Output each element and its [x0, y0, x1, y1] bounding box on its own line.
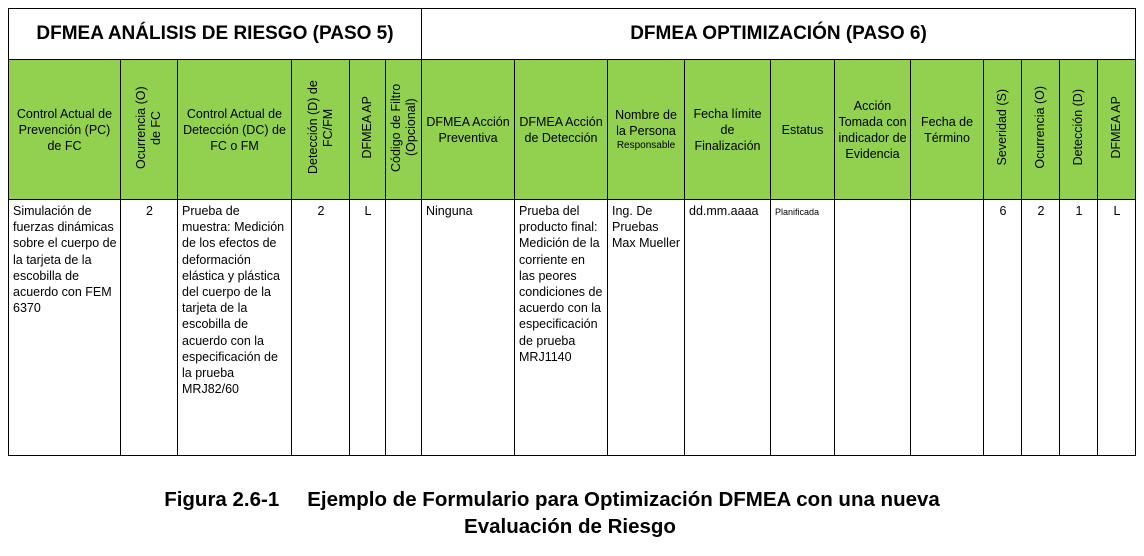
cell-detection-control: Prueba de muestra: Medición de los efectos de deformación elástica y plástica del cuerpo de la tarjeta de la escobilla de acuerdo con la especificación de la prueba MRJ82/60: [178, 200, 292, 456]
cell-action-taken: [835, 200, 911, 456]
header-detection-action: DFMEA Acción de Detección: [515, 60, 608, 200]
cell-status: Planificada: [771, 200, 835, 456]
header-occurrence-fc: Ocurrencia (O) de FC: [121, 60, 178, 200]
dfmea-table: [8, 8, 1136, 456]
figure-number: Figura 2.6-1: [164, 488, 280, 511]
header-prevention-control: Control Actual de Prevención (PC) de FC: [9, 60, 121, 200]
header-severity: Severidad (S): [984, 60, 1022, 200]
figure-caption-text: Ejemplo de Formulario para Optimización DFMEA con una nueva: [307, 488, 940, 511]
figure-caption-line1: [0, 488, 1124, 512]
header-dfmea-ap-2: DFMEA AP: [1098, 60, 1136, 200]
header-detection: Detección (D): [1060, 60, 1098, 200]
dfmea-form: [8, 8, 1136, 456]
figure-caption-line2: Evaluación de Riesgo: [464, 515, 676, 538]
header-preventive-action: DFMEA Acción Preventiva: [422, 60, 515, 200]
header-responsible-person-name: Nombre de la Persona: [615, 108, 677, 138]
cell-occurrence-fc: 2: [121, 200, 178, 456]
cell-responsible-person: Ing. De Pruebas Max Mueller: [608, 200, 685, 456]
header-filter-code: Código de Filtro (Opcional): [386, 60, 422, 200]
cell-severity: 6: [984, 200, 1022, 456]
header-dfmea-ap: DFMEA AP: [350, 60, 386, 200]
cell-due-date: dd.mm.aaaa: [685, 200, 771, 456]
header-detection-control: Control Actual de Detección (DC) de FC o FM: [178, 60, 292, 200]
cell-preventive-action: Ninguna: [422, 200, 515, 456]
cell-dfmea-ap-2: L: [1098, 200, 1136, 456]
cell-detection-action: Prueba del producto final: Medición de la corriente en las peores condiciones de acuerdo con la especificación de prueba MRJ1140: [515, 200, 608, 456]
cell-prevention-control: Simulación de fuerzas dinámicas sobre el cuerpo de la tarjeta de la escobilla de acuerdo con FEM 6370: [9, 200, 121, 456]
header-responsible-person-role: Responsable: [616, 140, 676, 151]
cell-detection-fcfm: 2: [292, 200, 350, 456]
cell-dfmea-ap: L: [350, 200, 386, 456]
header-status: Estatus: [771, 60, 835, 200]
header-due-date: Fecha límite de Finalización: [685, 60, 771, 200]
header-completion-date: Fecha de Término: [911, 60, 984, 200]
section-title-optimization: DFMEA OPTIMIZACIÓN (PASO 6): [422, 9, 1136, 60]
cell-occurrence: 2: [1022, 200, 1060, 456]
header-responsible-person: [608, 60, 685, 200]
cell-detection: 1: [1060, 200, 1098, 456]
section-title-analysis: DFMEA ANÁLISIS DE RIESGO (PASO 5): [9, 9, 422, 60]
header-detection-fcfm: Detección (D) de FC/FM: [292, 60, 350, 200]
cell-filter-code: [386, 200, 422, 456]
header-action-taken: Acción Tomada con indicador de Evidencia: [835, 60, 911, 200]
cell-completion-date: [911, 200, 984, 456]
header-occurrence: Ocurrencia (O): [1022, 60, 1060, 200]
